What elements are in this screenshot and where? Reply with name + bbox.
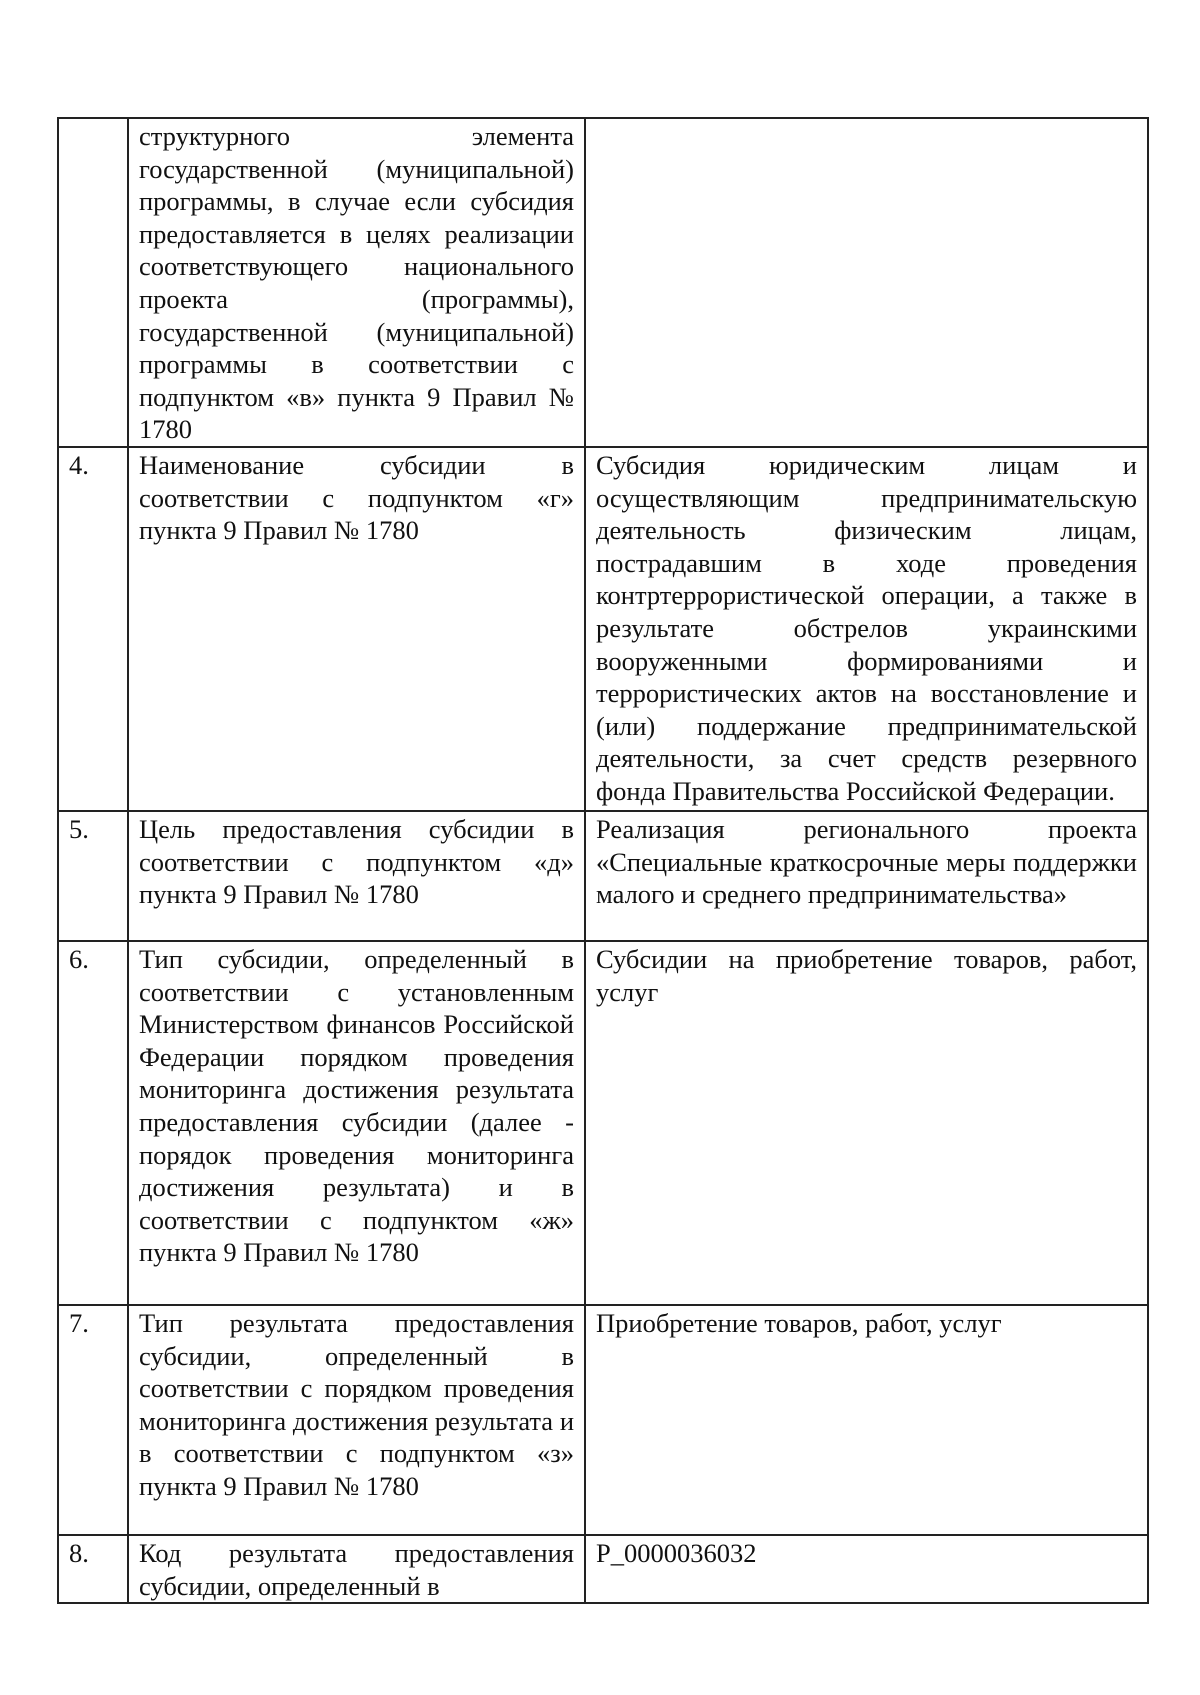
row-value: Субсидия юридическим лицам и осуществляющим предпринимательскую деятельность физическим лицам, пострадавшим в ходе проведения контртеррористической операции, а также в результате обстрелов украинскими вооруженными формированиями и террористических актов на восстановление и (или) поддержание предпринимательской деятельности, за счет средств резервного фонда Правительства Российской Федерации. [596,449,1137,806]
row-number-cell [58,447,128,811]
row-label-cell [128,1535,585,1603]
row-number-cell [58,811,128,941]
row-value-cell [585,1535,1148,1603]
row-number-cell [58,1305,128,1535]
row-label-cell [128,1305,585,1535]
row-label-cell [128,811,585,941]
row-label: структурного элемента государственной (муниципальной) программы, в случае если субсидия предоставляется в целях реализации соответствующего национального проекта (программы), государственной (муниципальной) программы в соответствии с подпунктом «в» пункта 9 Правил № 1780 [139,121,574,445]
row-label-cell [128,118,585,447]
row-label: Наименование субсидии в соответствии с подпунктом «г» пункта 9 Правил № 1780 [139,449,574,546]
row-number-cell [58,118,128,447]
table-row-8 [58,1535,1148,1603]
row-number: 8. [69,1537,89,1568]
row-value: Приобретение товаров, работ, услуг [596,1307,1002,1338]
row-label: Тип субсидии, определенный в соответствии с установленным Министерством финансов Российской Федерации порядком проведения мониторинга достижения результата предоставления субсидии (далее - порядок проведения мониторинга достижения результата) и в соответствии с подпунктом «ж» пункта 9 Правил № 1780 [139,943,574,1268]
row-label-cell [128,447,585,811]
row-label: Код результата предоставления субсидии, определенный в [139,1537,574,1601]
row-number-cell [58,1535,128,1603]
row-number: 7. [69,1307,89,1338]
row-value: P_0000036032 [596,1537,757,1568]
row-label-cell [128,941,585,1305]
table-row-continuation [58,118,1148,447]
row-label: Цель предоставления субсидии в соответствии с подпунктом «д» пункта 9 Правил № 1780 [139,813,574,910]
row-value: Реализация регионального проекта «Специальные краткосрочные меры поддержки малого и среднего предпринимательства» [596,813,1137,910]
row-number: 5. [69,813,89,844]
row-value-cell [585,941,1148,1305]
table-row-6 [58,941,1148,1305]
table-row-5 [58,811,1148,941]
row-value: Субсидии на приобретение товаров, работ, услуг [596,943,1137,1007]
row-value-cell [585,1305,1148,1535]
row-number: 6. [69,943,89,974]
table-row-7 [58,1305,1148,1535]
row-number: 4. [69,449,89,480]
row-value-cell [585,811,1148,941]
row-value-cell [585,447,1148,811]
row-label: Тип результата предоставления субсидии, определенный в соответствии с порядком проведения мониторинга достижения результата и в соответствии с подпунктом «з» пункта 9 Правил № 1780 [139,1307,574,1501]
subsidy-parameters-table [57,117,1149,1604]
row-value-cell [585,118,1148,447]
table-row-4 [58,447,1148,811]
row-number-cell [58,941,128,1305]
